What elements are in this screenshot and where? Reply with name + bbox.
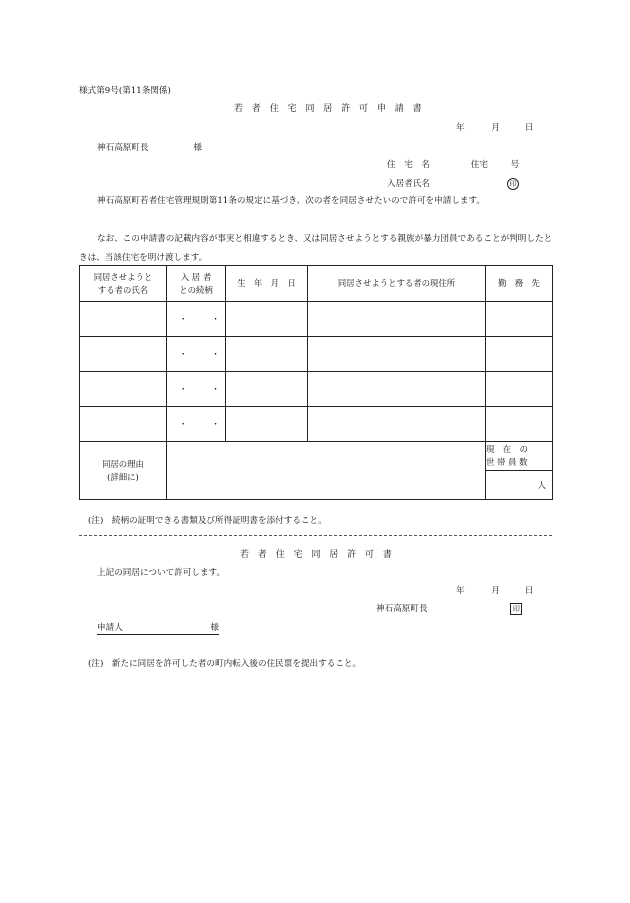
date-line-2 (456, 584, 533, 596)
cell-birthdate[interactable] (226, 302, 308, 337)
cell-address[interactable] (308, 337, 486, 372)
resident-line (387, 177, 519, 190)
cell-name[interactable] (80, 407, 167, 442)
date-day: 日 (524, 586, 534, 596)
cell-name[interactable] (80, 302, 167, 337)
cell-birthdate[interactable] (226, 372, 308, 407)
housing-number-label: 号 (510, 160, 520, 170)
date-dot: ・ (179, 383, 188, 394)
cell-address[interactable] (308, 407, 486, 442)
header-workplace: 勤 務 先 (486, 266, 553, 302)
paragraph-1: 神石高原町若者住宅管理規則第11条の規定に基づき、次の者を同居させたいので許可を申請します。 (97, 196, 486, 206)
housing-label: 住宅 (470, 160, 488, 170)
applicant-line (97, 621, 219, 635)
cell-relation[interactable] (167, 337, 226, 372)
header-name (80, 266, 167, 302)
date-line-1 (456, 121, 533, 133)
mayor-name: 神石高原町長 (376, 604, 428, 614)
header-relation-l1: 入 居 者 (180, 271, 212, 282)
paragraph-2: なお、この申請書の記載内容が事実と相違するとき、又は同居させようとする親族が暴力団員であることが判明したときは、当該住宅を明け渡します。 (79, 234, 553, 263)
reason-field[interactable] (167, 442, 486, 500)
date-dot: ・ (211, 383, 220, 394)
reason-label-l1: 同居の理由 (102, 458, 144, 469)
reason-label (80, 442, 167, 500)
cell-workplace[interactable] (486, 407, 553, 442)
mayor-line (376, 602, 522, 615)
header-name-l1: 同居させようと (93, 271, 153, 282)
cell-birthdate[interactable] (226, 337, 308, 372)
cell-relation[interactable] (167, 407, 226, 442)
cell-birthdate[interactable] (226, 407, 308, 442)
cell-workplace[interactable] (486, 302, 553, 337)
cut-line (79, 535, 552, 536)
form-reference: 様式第9号(第11条関係) (79, 86, 171, 96)
applicant-honorific: 様 (210, 623, 219, 633)
date-dot: ・ (179, 348, 188, 359)
resident-name-label: 入居者氏名 (387, 179, 430, 189)
header-address: 同居させようとする者の現住所 (308, 266, 486, 302)
cell-name[interactable] (80, 337, 167, 372)
date-month: 月 (491, 123, 500, 133)
date-year: 年 (456, 586, 465, 596)
addressee-honorific: 様 (193, 143, 202, 153)
permit-title: 若 者 住 宅 同 居 許 可 書 (240, 550, 395, 560)
date-dot: ・ (179, 418, 188, 429)
date-day: 日 (524, 123, 534, 133)
cell-address[interactable] (308, 302, 486, 337)
household-label-l2: 世 帯 員 数 (486, 457, 528, 467)
cell-relation[interactable] (167, 302, 226, 337)
persons-unit: 人 (537, 479, 546, 490)
cell-relation[interactable] (167, 372, 226, 407)
note-1: (注) 続柄の証明できる書類及び所得証明書を添付すること。 (88, 516, 327, 526)
header-relation (167, 266, 226, 302)
date-dot: ・ (211, 348, 220, 359)
date-month: 月 (491, 586, 500, 596)
household-label-l1: 現 在 の (486, 444, 528, 454)
cell-name[interactable] (80, 372, 167, 407)
header-relation-l2: との続柄 (179, 284, 213, 295)
date-dot: ・ (211, 418, 220, 429)
cell-workplace[interactable] (486, 372, 553, 407)
applicant-label: 申請人 (97, 623, 123, 633)
housing-line (387, 158, 519, 170)
cell-workplace[interactable] (486, 337, 553, 372)
addressee-line (97, 141, 202, 153)
addressee: 神石高原町長 (97, 143, 149, 153)
seal-mark: 印 (507, 178, 519, 190)
date-dot: ・ (211, 313, 220, 324)
household-label (486, 442, 553, 471)
applicant-table (79, 265, 553, 500)
housing-name-label: 住 宅 名 (387, 160, 430, 170)
header-birthdate: 生 年 月 日 (226, 266, 308, 302)
permit-text: 上記の同居について許可します。 (97, 568, 226, 578)
date-year: 年 (456, 123, 465, 133)
application-title: 若 者 住 宅 同 居 許 可 申 請 書 (234, 104, 425, 114)
reason-label-l2: (詳細に) (107, 471, 139, 482)
date-dot: ・ (179, 313, 188, 324)
header-name-l2: する者の氏名 (97, 284, 149, 295)
mayor-seal: 印 (510, 603, 522, 615)
cell-address[interactable] (308, 372, 486, 407)
note-2: (注) 新たに同居を許可した者の町内転入後の住民票を提出すること。 (88, 659, 362, 669)
household-count-field[interactable] (486, 471, 553, 500)
